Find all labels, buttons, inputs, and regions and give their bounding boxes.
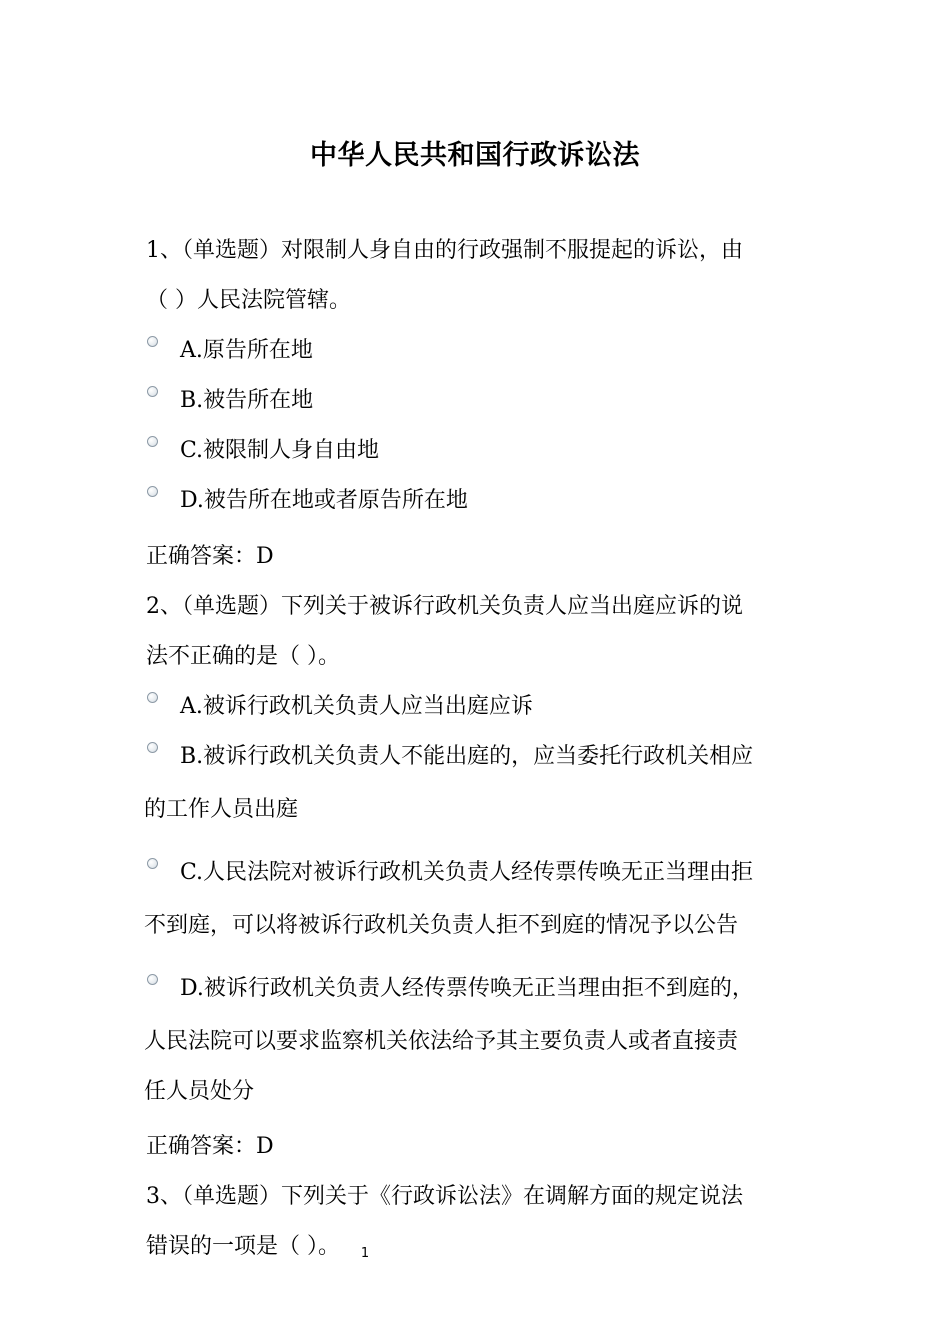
page-title: 中华人民共和国行政诉讼法 xyxy=(310,140,640,171)
radio-button-icon[interactable] xyxy=(147,436,158,447)
question-stem-line: 法不正确的是（ ）。 xyxy=(146,644,340,669)
radio-button-icon[interactable] xyxy=(147,692,158,703)
radio-button-icon[interactable] xyxy=(147,742,158,753)
radio-button-icon[interactable] xyxy=(147,974,158,985)
option-label-line: D.被诉行政机关负责人经传票传唤无正当理由拒不到庭的， xyxy=(180,976,754,1001)
option-label-line: 的工作人员出庭 xyxy=(144,797,299,822)
option-label: A.被诉行政机关负责人应当出庭应诉 xyxy=(180,694,533,719)
option-label-line: 人民法院可以要求监察机关依法给予其主要负责人或者直接责 xyxy=(144,1029,739,1054)
option-d[interactable] xyxy=(146,964,811,1114)
option-label: D.被告所在地或者原告所在地 xyxy=(180,488,468,513)
option-label xyxy=(144,732,811,840)
question-2 xyxy=(146,582,811,1172)
radio-button-icon[interactable] xyxy=(147,486,158,497)
option-label-line: C.人民法院对被诉行政机关负责人经传票传唤无正当理由拒 xyxy=(180,860,754,885)
option-b[interactable] xyxy=(146,732,811,840)
question-list xyxy=(146,226,811,1272)
question-stem-line: 错误的一项是（ ）。 xyxy=(146,1234,340,1259)
radio-button-icon[interactable] xyxy=(147,386,158,397)
option-label-line: 任人员处分 xyxy=(144,1079,255,1104)
option-d[interactable] xyxy=(146,476,811,526)
option-c[interactable] xyxy=(146,426,811,476)
option-b[interactable] xyxy=(146,376,811,426)
question-stem-line: 1、（单选题）对限制人身自由的行政强制不服提起的诉讼，由 xyxy=(146,238,743,263)
option-label: A.原告所在地 xyxy=(180,338,313,363)
question-stem-line: 3、（单选题）下列关于《行政诉讼法》在调解方面的规定说法 xyxy=(146,1184,743,1209)
option-a[interactable] xyxy=(146,682,811,732)
page-number: 1 xyxy=(360,1246,370,1261)
correct-answer: 正确答案：D xyxy=(146,544,274,569)
correct-answer: 正确答案：D xyxy=(146,1134,274,1159)
question-stem-line: 2、（单选题）下列关于被诉行政机关负责人应当出庭应诉的说 xyxy=(146,594,743,619)
option-a[interactable] xyxy=(146,326,811,376)
option-label-line: 不到庭，可以将被诉行政机关负责人拒不到庭的情况予以公告 xyxy=(144,913,739,938)
option-label xyxy=(144,964,811,1114)
radio-button-icon[interactable] xyxy=(147,858,158,869)
option-c[interactable] xyxy=(146,848,811,956)
question-stem xyxy=(146,226,811,326)
option-label xyxy=(144,848,811,956)
question-1 xyxy=(146,226,811,582)
option-label: C.被限制人身自由地 xyxy=(180,438,380,463)
question-stem-line: （ ）人民法院管辖。 xyxy=(146,288,351,313)
radio-button-icon[interactable] xyxy=(147,336,158,347)
option-label: B.被告所在地 xyxy=(180,388,314,413)
question-stem xyxy=(146,582,811,682)
option-label-line: B.被诉行政机关负责人不能出庭的，应当委托行政机关相应 xyxy=(180,744,754,769)
